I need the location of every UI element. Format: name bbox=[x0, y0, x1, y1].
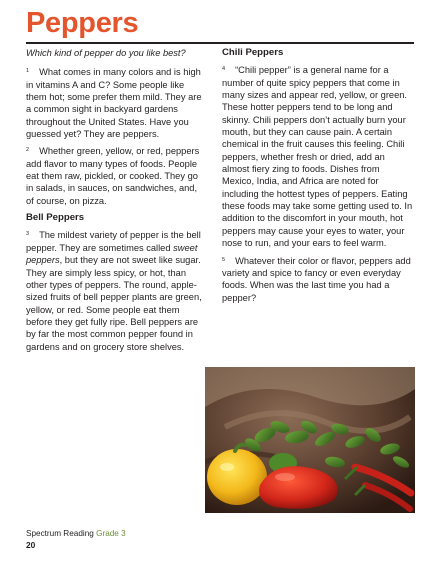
italic-term: sweet peppers bbox=[26, 242, 198, 266]
paragraph-3 bbox=[26, 229, 207, 352]
paragraph-text: What comes in many colors and is high in vitamins A and C? Some people like them hot; some prefer them mild. They are a common sight in backyard gardens throughout the United States. Have you guessed yet? They are peppers. bbox=[26, 67, 202, 140]
paragraph-number: 3 bbox=[26, 231, 30, 238]
section-heading-chili-peppers: Chili Peppers bbox=[222, 47, 284, 58]
section-heading-bell-peppers: Bell Peppers bbox=[26, 212, 85, 224]
paragraph-number: 5 bbox=[222, 256, 226, 263]
paragraph-1 bbox=[26, 66, 207, 140]
paragraph-number: 2 bbox=[26, 147, 30, 154]
paragraph-4 bbox=[222, 64, 414, 249]
question: Which kind of pepper do you like best? bbox=[26, 48, 186, 58]
page-number: 20 bbox=[26, 540, 36, 550]
footer-series bbox=[26, 529, 126, 538]
paragraph-number: 1 bbox=[26, 68, 30, 75]
paragraph-text: The mildest variety of pepper is the bell pepper. They are sometimes called bbox=[26, 230, 201, 253]
paragraph-text: “Chili pepper” is a general name for a number of quite spicy peppers that come in many sizes and appear red, yellow, or green. These hotter peppers tend to be long and skinny. Chili peppers don’t actually burn your mouth, but they can cause pain. A certain chemical in the fruit causes this feeling. Chili peppers, whether fresh or dried, add an almost fiery zing to foods. Dishes from Mexico, India, and Africa are noted for including the hottest types of peppers. Eating these foods may take some getting used to. In addition to the discomfort in your mouth, hot peppers may cause your eyes to water, your nose to run, and your ears to feel warm. bbox=[222, 65, 413, 249]
series-name: Spectrum Reading bbox=[26, 529, 94, 538]
paragraph-text: , but they are not sweet like sugar. They are simply less spicy, or hot, than other types of peppers. The round, apple-sized fruits of bell pepper plants are green, yellow, or red. Some people eat them before they get fully ripe. Bell peppers are by far the most common pepper found in gardens and on grocery store shelves. bbox=[26, 255, 202, 352]
paragraph-text: Whether green, yellow, or red, peppers add flavor to many types of foods. People eat them raw, pickled, or cooked. They go in salads, in sauces, on sandwiches, and, of course, on pizza. bbox=[26, 146, 200, 206]
right-column bbox=[222, 47, 414, 309]
peppers-photo bbox=[205, 367, 415, 513]
left-column bbox=[26, 47, 207, 358]
paragraph-number: 4 bbox=[222, 66, 226, 73]
paragraph-5 bbox=[222, 255, 414, 304]
paragraph-text: Whatever their color or flavor, peppers add variety and spice to fancy or even everyday foods. When was the last time you had a pepper? bbox=[222, 255, 411, 303]
grade-label: Grade 3 bbox=[96, 529, 126, 538]
page-title: Peppers bbox=[26, 7, 139, 39]
paragraph-2 bbox=[26, 145, 207, 207]
title-rule bbox=[26, 42, 414, 44]
